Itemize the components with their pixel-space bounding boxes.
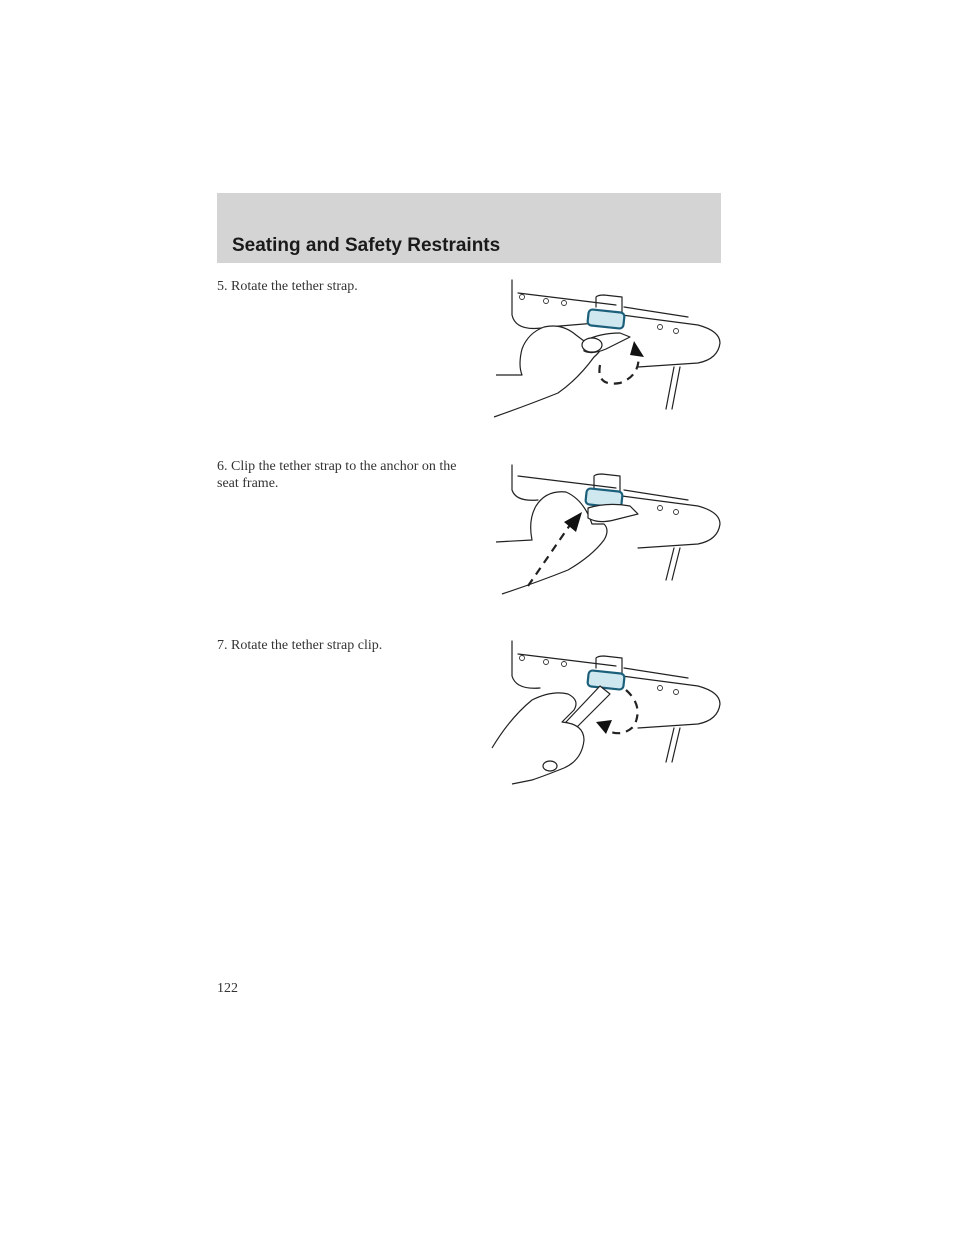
- rotate-tether-clip-illustration: [488, 636, 722, 786]
- clip-tether-to-anchor-illustration: [488, 460, 722, 610]
- rotate-tether-strap-illustration: [488, 275, 722, 425]
- step-6-text: 6. Clip the tether strap to the anchor on the seat frame.: [217, 459, 457, 491]
- step-7-text: 7. Rotate the tether strap clip.: [217, 638, 383, 653]
- section-header-band: [217, 193, 721, 263]
- section-title: Seating and Safety Restraints: [232, 235, 501, 256]
- page-number: 122: [217, 981, 238, 996]
- step-5-text: 5. Rotate the tether strap.: [217, 279, 358, 294]
